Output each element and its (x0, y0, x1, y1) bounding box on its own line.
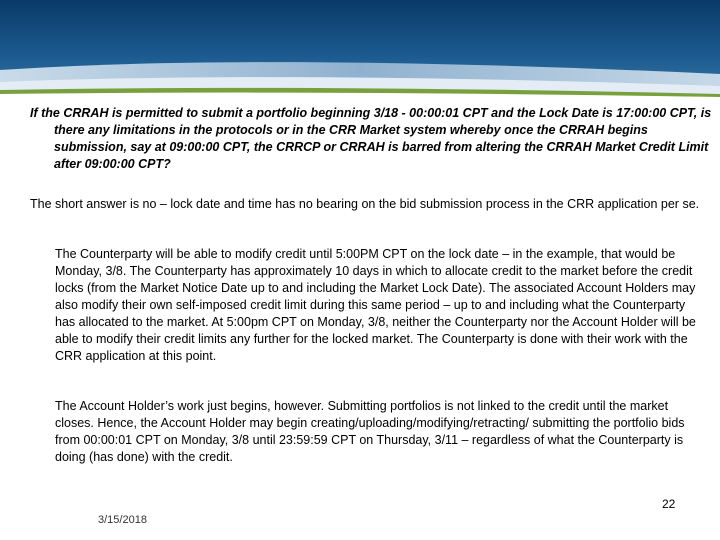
counterparty-paragraph: The Counterparty will be able to modify credit until 5:00PM CPT on the lock date – in the example, that would be Monday, 3/8. The Counterparty has approximately 10 days in which to allocate credit to the market before the credit locks (from the Market Notice Date up to and including the Market Lock Date). The associated Account Holders may also modify their own self-imposed credit limit during this same period – up to and including what the Counterparty has allocated to the market. At 5:00pm CPT on Monday, 3/8, neither the Counterparty nor the Account Holder will be able to modify their credit limits any further for the locked market. The Counterparty is done with their work with the CRR application at this point. (55, 247, 696, 363)
footer-date: 3/15/2018 (98, 514, 147, 526)
account-holder-paragraph: The Account Holder’s work just begins, however. Submitting portfolios is not linked to the credit until the market closes. Hence, the Account Holder may begin creating/uploading/modifying/retracting/ submitting the portfolio bids from 00:00:01 CPT on Monday, 3/8 until 23:59:59 CPT on Thursday, 3/11 – regardless of what the Counterparty is doing (has done) with the credit. (55, 399, 685, 464)
page-number: 22 (662, 497, 676, 511)
question-text: If the CRRAH is permitted to submit a portfolio beginning 3/18 - 00:00:01 CPT and the Lock Date is 17:00:00 CPT, is there any limitations in the protocols or in the CRR Market system whereby once the CRRAH begins submission, say at 09:00:00 CPT, the CRRCP or CRRAH is barred from altering the CRRAH Market Credit Limit after 09:00:00 CPT? (30, 106, 712, 171)
answer-text: The short answer is no – lock date and time has no bearing on the bid submission process in the CRR application per se. (30, 197, 700, 211)
